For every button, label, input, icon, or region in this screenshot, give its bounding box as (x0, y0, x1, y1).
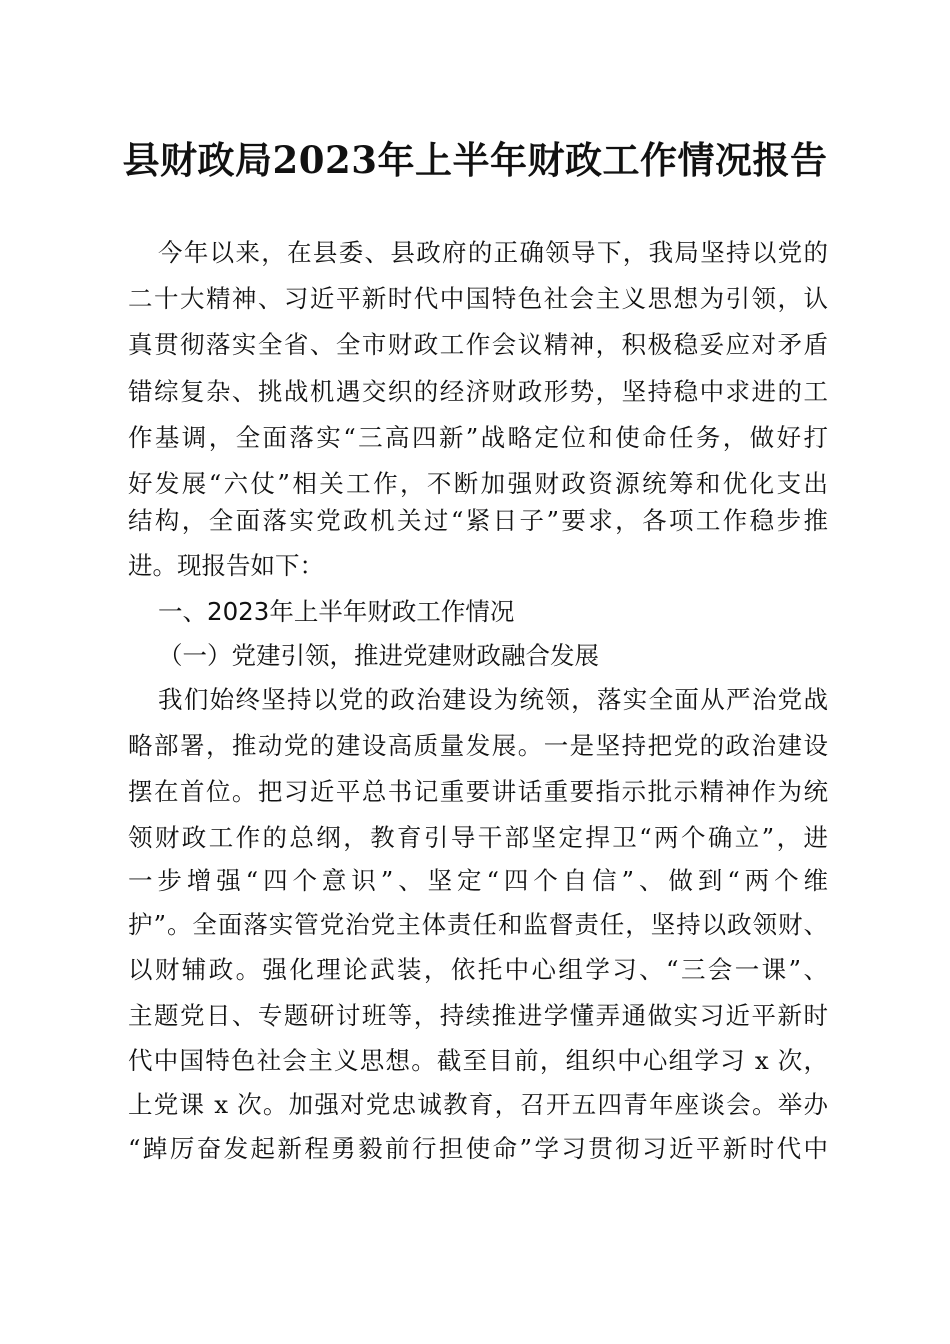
body-line: 摆在首位。把习近平总书记重要讲话重要指示批示精神作为统 (128, 777, 828, 806)
document-title: 县财政局2023年上半年财政工作情况报告 (122, 138, 828, 182)
body-line: 主题党日、专题研讨班等，持续推进学懂弄通做实习近平新时 (128, 1001, 828, 1030)
body-line: 略部署，推动党的建设高质量发展。一是坚持把党的政治建设 (128, 731, 828, 760)
intro-line: 错综复杂、挑战机遇交织的经济财政形势，坚持稳中求进的工 (128, 377, 828, 406)
body-line: 一步增强“四个意识”、坚定“四个自信”、做到“两个维 (128, 866, 828, 895)
intro-line: 进。现报告如下： (128, 551, 324, 580)
section-heading: 一、2023年上半年财政工作情况 (158, 597, 515, 626)
subsection-heading: （一）党建引领，推进党建财政融合发展 (158, 641, 599, 670)
body-line: 上党课 x 次。加强对党忠诚教育，召开五四青年座谈会。举办 (128, 1090, 828, 1119)
body-line: 以财辅政。强化理论武装，依托中心组学习、“三会一课”、 (128, 955, 828, 984)
intro-line: 好发展“六仗”相关工作，不断加强财政资源统筹和优化支出 (128, 469, 828, 498)
body-line: 我们始终坚持以党的政治建设为统领，落实全面从严治党战 (158, 685, 828, 714)
intro-line: 真贯彻落实全省、全市财政工作会议精神，积极稳妥应对矛盾 (128, 330, 828, 359)
intro-line: 今年以来，在县委、县政府的正确领导下，我局坚持以党的 (158, 238, 828, 267)
body-line: 代中国特色社会主义思想。截至目前，组织中心组学习 x 次， (128, 1046, 828, 1075)
intro-line: 结构，全面落实党政机关过“紧日子”要求，各项工作稳步推 (128, 506, 828, 535)
body-line: “踔厉奋发起新程勇毅前行担使命”学习贯彻习近平新时代中 (128, 1134, 828, 1163)
intro-line: 作基调，全面落实“三高四新”战略定位和使命任务，做好打 (128, 423, 828, 452)
intro-line: 二十大精神、习近平新时代中国特色社会主义思想为引领，认 (128, 284, 828, 313)
body-line: 领财政工作的总纲，教育引导干部坚定捍卫“两个确立”，进 (128, 823, 828, 852)
body-line: 护”。全面落实管党治党主体责任和监督责任，坚持以政领财、 (128, 910, 828, 939)
